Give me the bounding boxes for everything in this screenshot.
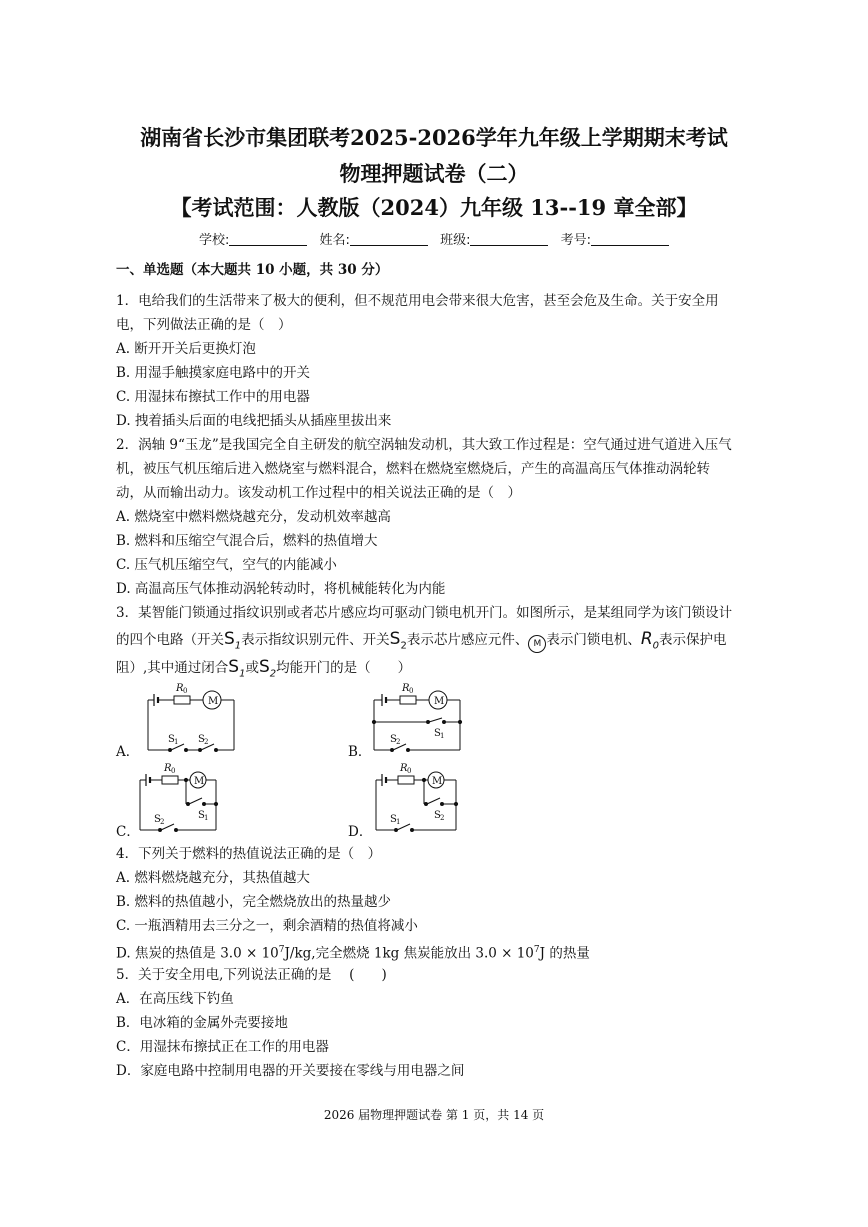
- switch-s2-symbol: $S_2$: [389, 629, 407, 652]
- section-heading: 一、单选题（本大题共 10 小题，共 30 分）: [116, 262, 389, 278]
- q5-option-c: C．用湿抹布擦拭正在工作的用电器: [116, 1039, 329, 1055]
- svg-text:S: S: [168, 734, 175, 745]
- q5-option-d: D．家庭电路中控制用电器的开关要接在零线与用电器之间: [116, 1063, 465, 1079]
- q5-option-b: B．电冰箱的金属外壳要接地: [116, 1015, 288, 1031]
- q3-stem-line2: 的四个电路（开关$S_1$表示指纹识别元件、开关$S_2$表示芯片感应元件、 M 表示门锁电机、$R_0$表示保护电: [116, 629, 727, 652]
- q5-stem: 5．关于安全用电,下列说法正确的是 ( ): [116, 967, 387, 983]
- q4-option-a: A. 燃料燃烧越充分，其热值越大: [116, 870, 310, 886]
- switch-s1-symbol: $S_1$: [228, 657, 246, 680]
- exam-subtitle: 物理押题试卷（二）: [339, 161, 529, 186]
- q2-stem-line1: 2．涡轴 9“玉龙”是我国完全自主研发的航空涡轴发动机，其大致工作过程是：空气通过进气道进入压气: [116, 437, 732, 453]
- q2-option-d: D. 高温高压气体推动涡轮转动时，将机械能转化为内能: [116, 581, 446, 597]
- svg-text:S: S: [390, 734, 397, 745]
- exam-title: 湖南省长沙市集团联考2025-2026学年九年级上学期期末考试: [140, 125, 728, 150]
- q4-option-d: D. 焦炭的热值是 $3.0 \times 10^7J/kg$,完全燃烧 1kg 焦炭能放出 $3.0 \times 10^7J$ 的热量: [116, 945, 590, 962]
- svg-text:1: 1: [204, 814, 209, 822]
- page-footer: 2026 届物理押题试卷 第 1 页，共 14 页: [323, 1108, 545, 1122]
- svg-text:S: S: [198, 810, 205, 821]
- resistor-r0: [174, 696, 190, 704]
- q1-stem-line1: 1．电给我们的生活带来了极大的便利，但不规范用电会带来很大危害，甚至会危及生命。关于安全用: [116, 293, 719, 309]
- q2-option-a: A. 燃烧室中燃料燃烧越充分，发动机效率越高: [116, 509, 391, 525]
- q4-stem: 4．下列关于燃料的热值说法正确的是（ ）: [116, 846, 382, 862]
- q3-option-b-label: B．: [348, 744, 372, 760]
- svg-text:0: 0: [171, 767, 176, 775]
- svg-text:R: R: [402, 683, 410, 694]
- q1-option-b: B. 用湿手触摸家庭电路中的开关: [116, 365, 311, 381]
- svg-text:0: 0: [409, 687, 414, 695]
- svg-text:R: R: [400, 763, 408, 774]
- circuit-diagram-a: [140, 680, 240, 754]
- q3-option-d-label: D．: [348, 824, 373, 840]
- switch-s1-symbol: $S_1$: [224, 629, 242, 652]
- svg-text:0: 0: [407, 767, 412, 775]
- exam-scope: 【考试范围：人教版（2024）九年级 13--19 章全部】: [170, 195, 698, 220]
- q1-option-c: C. 用湿抹布擦拭工作中的用电器: [116, 389, 310, 405]
- q2-stem-line3: 动，从而输出动力。该发动机工作过程中的相关说法正确的是（ ）: [116, 485, 521, 501]
- circuit-diagram-c: [134, 760, 234, 834]
- exam-number-field[interactable]: 考号:: [561, 229, 669, 248]
- svg-text:0: 0: [183, 687, 188, 695]
- q3-stem-line3: 阻）,其中通过闭合$S_1$或$S_2$均能开门的是（ ）: [116, 657, 412, 680]
- q4-option-b: B. 燃料的热值越小，完全燃烧放出的热量越少: [116, 894, 392, 910]
- svg-text:S: S: [390, 814, 397, 825]
- q1-stem-line2: 电，下列做法正确的是（ ）: [116, 317, 292, 333]
- school-field[interactable]: 学校:: [199, 229, 307, 248]
- svg-text:1: 1: [174, 738, 179, 746]
- svg-text:2: 2: [160, 818, 165, 826]
- circuit-diagram-b: [368, 680, 468, 754]
- svg-text:M: M: [434, 696, 445, 707]
- q3-stem-line1: 3．某智能门锁通过指纹识别或者芯片感应均可驱动门锁电机开门。如图所示，是某组同学为该门锁设计: [116, 605, 733, 621]
- name-field[interactable]: 姓名:: [320, 229, 428, 248]
- circuit-diagram-d: [370, 760, 470, 834]
- q2-option-b: B. 燃料和压缩空气混合后，燃料的热值增大: [116, 533, 378, 549]
- q3-option-a-label: A．: [116, 744, 140, 760]
- q1-option-d: D. 拽着插头后面的电线把插头从插座里拔出来: [116, 413, 392, 429]
- svg-text:S: S: [154, 814, 161, 825]
- svg-text:M: M: [194, 776, 205, 787]
- svg-text:2: 2: [440, 814, 445, 822]
- class-field[interactable]: 班级:: [440, 229, 548, 248]
- switch-s2-symbol: $S_2$: [258, 657, 277, 680]
- svg-text:M: M: [208, 696, 219, 707]
- svg-text:1: 1: [440, 732, 445, 740]
- q4-option-c: C. 一瓶酒精用去三分之一，剩余酒精的热值将减小: [116, 918, 418, 934]
- svg-text:1: 1: [396, 818, 401, 826]
- svg-text:2: 2: [204, 738, 209, 746]
- svg-text:R: R: [164, 763, 172, 774]
- svg-text:S: S: [434, 728, 441, 739]
- resistor-r0-symbol: $R_0$: [640, 629, 660, 652]
- svg-text:M: M: [432, 776, 443, 787]
- q1-option-a: A. 断开开关后更换灯泡: [116, 341, 256, 357]
- svg-text:2: 2: [396, 738, 401, 746]
- svg-text:S: S: [434, 810, 441, 821]
- svg-text:S: S: [198, 734, 205, 745]
- svg-text:R: R: [176, 683, 184, 694]
- q3-option-c-label: C．: [116, 824, 140, 840]
- student-info-row: [0, 229, 868, 248]
- q2-option-c: C. 压气机压缩空气，空气的内能减小: [116, 557, 337, 573]
- motor-icon: M: [528, 635, 546, 653]
- q2-stem-line2: 机，被压气机压缩后进入燃烧室与燃料混合，燃料在燃烧室燃烧后，产生的高温高压气体推动涡轮转: [116, 461, 710, 477]
- q5-option-a: A．在高压线下钓鱼: [116, 991, 234, 1007]
